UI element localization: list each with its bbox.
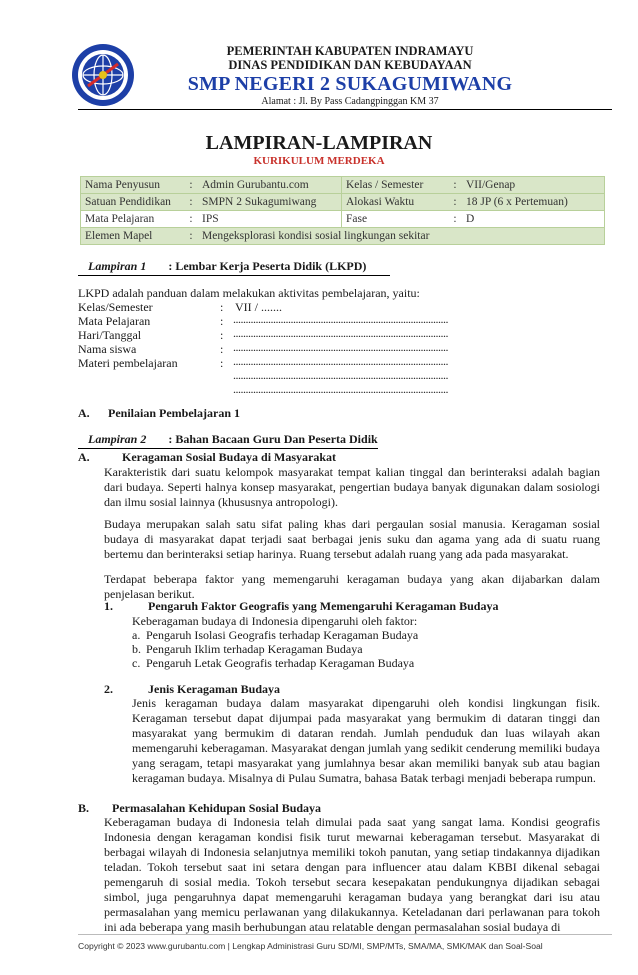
section-b-title: Permasalahan Kehidupan Sosial Budaya [112, 801, 322, 815]
lkpd-field-sep: : [220, 300, 224, 314]
letterhead [140, 44, 560, 108]
subsection-1-num: 1. [104, 599, 113, 613]
school-address: Alamat : Jl. By Pass Cadangpinggan KM 37 [261, 96, 439, 107]
identity-table [80, 176, 605, 245]
list-item-marker: a. [132, 628, 141, 642]
lkpd-field-label: Nama siswa [78, 342, 137, 356]
lkpd-field-label: Kelas/Semester [78, 300, 153, 314]
lkpd-field-value: VII / ....... [235, 300, 282, 314]
section-b-text: Keberagaman budaya di Indonesia telah dimulai pada saat yang sangat lama. Kondisi geografis Indonesia dengan keragaman kondisi fisik turut mewarnai keberagaman tersebut. Masyarakat di berbagai wilayah di Indonesia selanjutnya memiliki tokoh panutan, yang setiap tindakannya dijadikan teladan. Tokoh tersebut saat ini setara dengan para influencer atau dalam KBBI dikenal sebagai pemengaruh di sosial media. Tokoh tersebut secara kesepakatan pendukungnya dijadikan sebagai simbol, juga pengaruhnya dapat memengaruhi keragaman budaya yang berangkat dari isu atau permasalahan yang memicu perlawanan yang dilakukannya. Keteladanan dari perlawanan para tokoh ini ada beberapa yang masih berhubungan atau relatable dengan permasalahan sosial budaya di [104, 815, 600, 934]
subsection-2-title: Jenis Keragaman Budaya [148, 682, 281, 696]
lkpd-field-sep: : [220, 342, 224, 356]
lkpd-field-label: Hari/Tanggal [78, 328, 142, 342]
letterhead-line2: DINAS PENDIDIKAN DAN KEBUDAYAAN [228, 58, 472, 72]
table-row [81, 211, 605, 228]
table-cell: : [184, 228, 198, 245]
footer-copyright: Copyright © 2023 www.gurubantu.com | Lengkap Administrasi Guru SD/MI, SMP/MTs, SMA/MA, SMK/MAK dan Soal-Soal [78, 941, 543, 951]
table-cell: : [448, 211, 462, 228]
table-row [81, 228, 605, 245]
table-cell: SMPN 2 Sukagumiwang [198, 194, 342, 211]
footer-divider [78, 934, 612, 935]
lkpd-field-value: ...................................................................................... [233, 340, 448, 354]
list-item: Pengaruh Isolasi Geografis terhadap Keragaman Budaya [146, 628, 419, 642]
lkpd-field-value: ...................................................................................... [233, 354, 448, 368]
lkpd-field-sep: : [220, 356, 224, 370]
table-cell: Nama Penyusun [81, 177, 185, 194]
subsection-2-num: 2. [104, 682, 113, 696]
table-cell: : [184, 211, 198, 228]
lkpd-field-label: Mata Pelajaran [78, 314, 151, 328]
lkpd-intro: LKPD adalah panduan dalam melakukan aktivitas pembelajaran, yaitu: [78, 286, 420, 300]
table-cell: : [184, 194, 198, 211]
section-a1-title: Penilaian Pembelajaran 1 [108, 406, 240, 420]
lkpd-field-sep: : [220, 314, 224, 328]
lkpd-field-value: ...................................................................................... [233, 312, 448, 326]
list-item-marker: c. [132, 656, 141, 670]
paragraph: Karakteristik dari suatu kelompok masyarakat tempat kalian tinggal dan berinteraksi adalah bagian dari budaya. Seperti halnya konsep masyarakat, pengertian budaya banyak digunakan dalam sosiologi dan ilmu sosial lainnya (khususnya antropologi). [104, 465, 600, 509]
table-cell: VII/Genap [462, 177, 605, 194]
table-cell: Fase [342, 211, 449, 228]
subsection-1-intro: Keberagaman budaya di Indonesia dipengaruhi oleh faktor: [132, 614, 418, 628]
lampiran-2-label: Lampiran 2 [88, 432, 147, 446]
school-name: SMP NEGERI 2 SUKAGUMIWANG [187, 73, 513, 95]
table-cell: Mata Pelajaran [81, 211, 185, 228]
table-cell: 18 JP (6 x Pertemuan) [462, 194, 605, 211]
lkpd-field-label: Materi pembelajaran [78, 356, 178, 370]
list-item: Pengaruh Letak Geografis terhadap Keragaman Budaya [146, 656, 415, 670]
lkpd-field-value: ...................................................................................... [233, 368, 448, 382]
table-cell: Mengeksplorasi kondisi sosial lingkungan sekitar [198, 228, 605, 245]
paragraph: Terdapat beberapa faktor yang memengaruhi keragaman budaya yang akan dijabarkan dalam penjelasan berikut. [104, 572, 600, 601]
lampiran-2-heading [88, 432, 378, 447]
section-b-letter: B. [78, 801, 90, 815]
lampiran-1-title: : Lembar Kerja Peserta Didik (LKPD) [168, 259, 367, 273]
lampiran-1-label: Lampiran 1 [88, 259, 147, 273]
table-cell: : [448, 194, 462, 211]
subsection-2-text: Jenis keragaman budaya dalam masyarakat dipengaruhi oleh kondisi lingkungan fisik. Keragaman tersebut dapat dijumpai pada masyarakat yang bermukim di dataran tinggi dan masyarakat yang bermukim di dataran rendah. Jumlah penduduk dan luas wilayah akan memengaruhi keberagaman. Masyarakat dengan jumlah yang sedikit cenderung memiliki budaya yang seragam, tetapi masyarakat yang jumlahnya besar akan memiliki banyak sub atau bagian keragaman budaya. Misalnya di Pulau Sumatra, bahasa Batak terbagi menjadi beberapa rumpun. [132, 696, 600, 785]
subsection-1-title: Pengaruh Faktor Geografis yang Memengaruhi Keragaman Budaya [148, 599, 499, 613]
table-cell: Kelas / Semester [342, 177, 449, 194]
section-a2-title: Keragaman Sosial Budaya di Masyarakat [122, 450, 337, 464]
table-cell: : [448, 177, 462, 194]
table-row [81, 177, 605, 194]
lkpd-field-value: ...................................................................................... [233, 326, 448, 340]
table-cell: D [462, 211, 605, 228]
section-a2-letter: A. [78, 450, 90, 464]
lampiran-1-underline [78, 275, 390, 276]
section-a1-letter: A. [78, 406, 90, 420]
table-cell: : [184, 177, 198, 194]
table-row [81, 194, 605, 211]
paragraph: Budaya merupakan salah satu sifat paling khas dari pergaulan sosial manusia. Keragaman sosial budaya di masyarakat dapat terjadi saat berbagai jenis suku dan agama yang ada di suatu ruang bertemu dan berinteraksi setiap harinya. Ruang tersebut adalah ruang yang ada pada masyarakat. [104, 517, 600, 561]
table-cell: Satuan Pendidikan [81, 194, 185, 211]
table-cell: IPS [198, 211, 342, 228]
list-item-marker: b. [132, 642, 141, 656]
page-title: LAMPIRAN-LAMPIRAN [205, 132, 433, 154]
list-item: Pengaruh Iklim terhadap Keragaman Budaya [146, 642, 363, 656]
lkpd-field-sep: : [220, 328, 224, 342]
letterhead-line1: PEMERINTAH KABUPATEN INDRAMAYU [226, 44, 474, 58]
lkpd-field-value: ...................................................................................... [233, 382, 448, 396]
table-cell: Admin Gurubantu.com [198, 177, 342, 194]
letterhead-divider [78, 109, 612, 110]
lampiran-2-underline [78, 448, 378, 449]
page-subtitle: KURIKULUM MERDEKA [253, 155, 385, 167]
school-emblem-icon [70, 42, 136, 108]
lampiran-1-heading [88, 259, 366, 274]
table-cell: Elemen Mapel [81, 228, 185, 245]
lampiran-2-title: : Bahan Bacaan Guru Dan Peserta Didik [168, 432, 378, 446]
table-cell: Alokasi Waktu [342, 194, 449, 211]
